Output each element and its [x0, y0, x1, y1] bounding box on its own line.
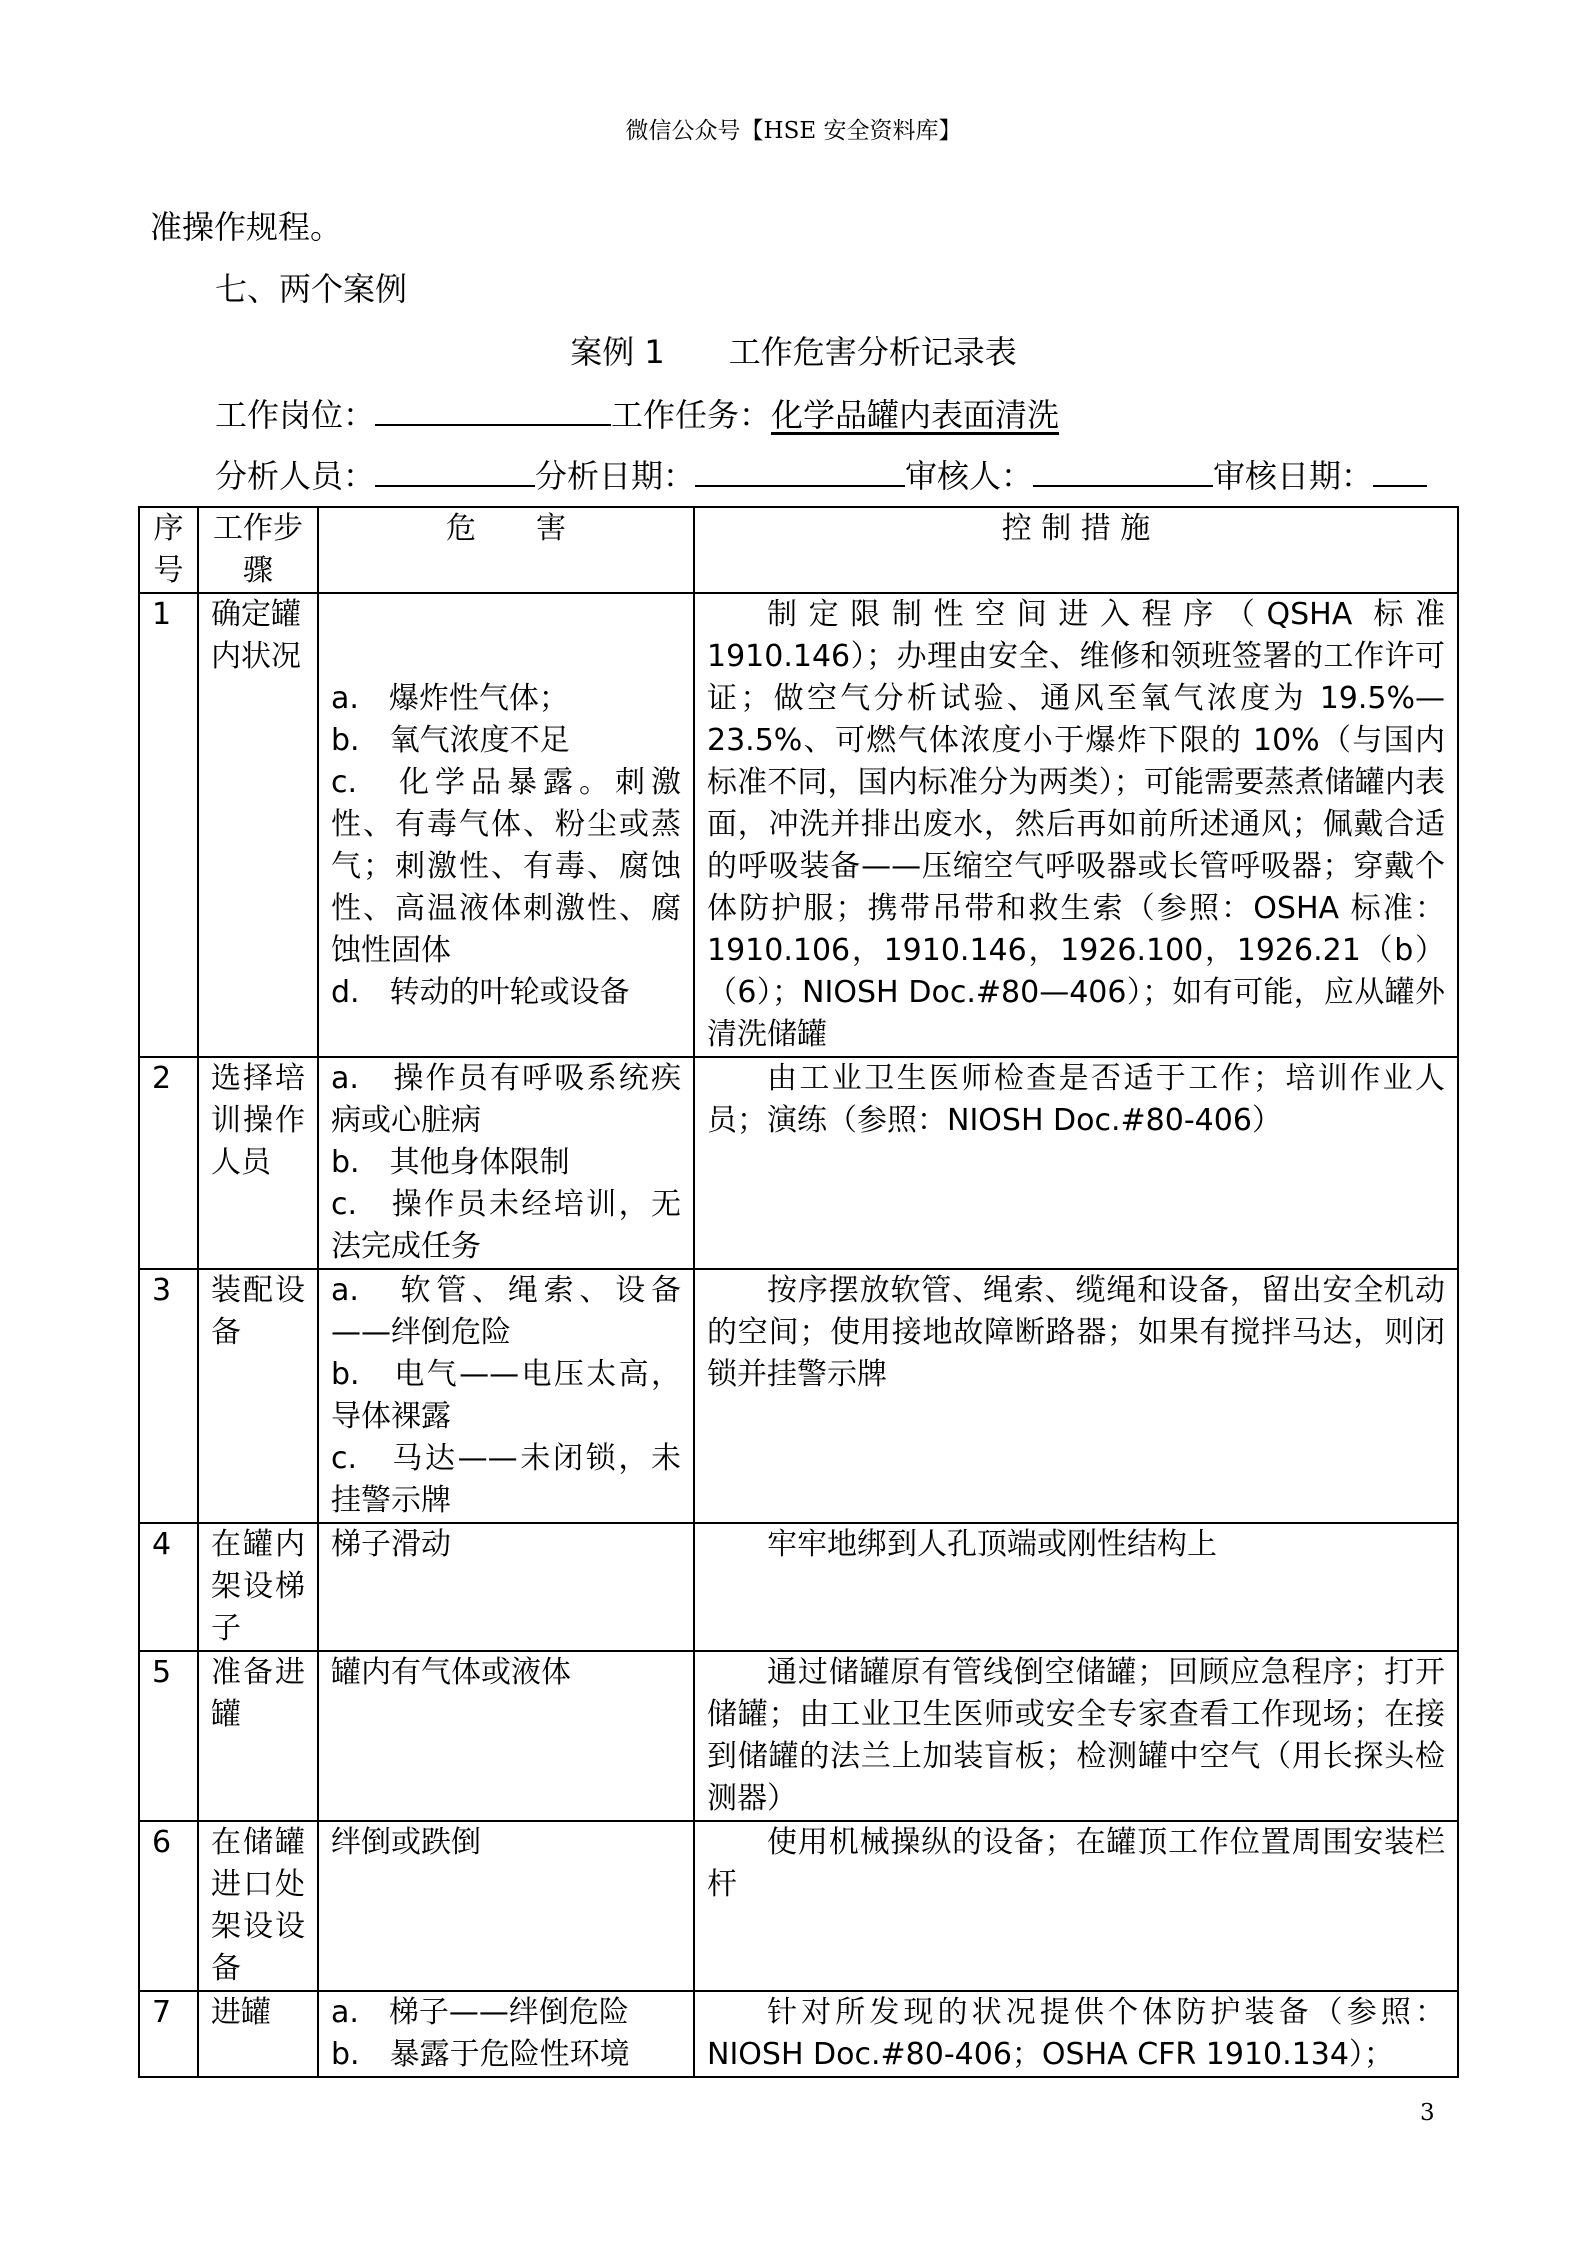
table-row: [139, 1269, 1458, 1523]
row-control: 牢牢地绑到人孔顶端或刚性结构上: [694, 1523, 1458, 1651]
row-num: 4: [139, 1523, 198, 1651]
hazard-item: 绊倒或跌倒: [331, 1825, 481, 1860]
job-position-label: 工作岗位：: [215, 396, 376, 434]
row-hazards: [318, 1523, 694, 1651]
analysis-date-blank[interactable]: [695, 455, 905, 487]
table-row: [139, 1057, 1458, 1269]
table-row: [139, 1991, 1458, 2077]
row-step: 装配设备: [198, 1269, 318, 1523]
row-control: 制定限制性空间进入程序（QSHA 标准 1910.146）；办理由安全、维修和领班签署的工作许可证；做空气分析试验、通风至氧气浓度为 19.5%—23.5%、可燃气体浓度小于爆炸下限的 10%（与国内标准不同，国内标准分为两类）；可能需要蒸煮储罐内表面，冲洗并排出废水，然后再如前所述通风；佩戴合适的呼吸装备——压缩空气呼吸器或长管呼吸器；穿戴个体防护服；携带吊带和救生索（参照：OSHA 标准：1910.106，1910.146，1926.100，1926.21（b）（6）；NIOSH Doc.#80—406）；如有可能，应从罐外清洗储罐: [694, 593, 1458, 1057]
hazard-item: a. 操作员有呼吸系统疾病或心脏病: [331, 1061, 681, 1138]
table-row: [139, 593, 1458, 1057]
form-row-review: [215, 451, 1427, 497]
form-row-job: [215, 390, 1059, 436]
case-title-text: 案例 1 工作危害分析记录表: [570, 333, 1017, 371]
table-row: [139, 1651, 1458, 1821]
row-step: 在储罐进口处架设设备: [198, 1821, 318, 1991]
row-control: 针对所发现的状况提供个体防护装备（参照：NIOSH Doc.#80-406；OSHA CFR 1910.134）；: [694, 1991, 1458, 2077]
hazard-item: c. 马达——未闭锁，未挂警示牌: [331, 1441, 681, 1518]
analyst-label: 分析人员：: [215, 457, 376, 495]
row-num: 3: [139, 1269, 198, 1523]
page-header: 微信公众号【HSE 安全资料库】: [625, 118, 962, 144]
row-control: 由工业卫生医师检查是否适于工作；培训作业人员；演练（参照：NIOSH Doc.#80-406）: [694, 1057, 1458, 1269]
header-step-line: 工作步: [213, 511, 303, 546]
header-num: [139, 507, 198, 593]
header-num-line: 序: [153, 511, 184, 546]
row-num: 7: [139, 1991, 198, 2077]
hazard-item: b. 暴露于危险性环境: [331, 2037, 630, 2072]
review-date-label: 审核日期：: [1213, 457, 1374, 495]
row-num: 6: [139, 1821, 198, 1991]
row-control: 按序摆放软管、绳索、缆绳和设备，留出安全机动的空间；使用接地故障断路器；如果有搅拌马达，则闭锁并挂警示牌: [694, 1269, 1458, 1523]
analyst-blank[interactable]: [375, 455, 535, 487]
row-step: 在罐内架设梯子: [198, 1523, 318, 1651]
intro-text: 准操作规程。: [150, 208, 343, 246]
hazard-item: a. 爆炸性气体；: [331, 681, 569, 716]
hazard-item: b. 其他身体限制: [331, 1145, 570, 1180]
row-step: 准备进罐: [198, 1651, 318, 1821]
header-control: 控 制 措 施: [694, 507, 1458, 593]
header-step: [198, 507, 318, 593]
hazard-item: d. 转动的叶轮或设备: [331, 975, 630, 1010]
header-step-line: 骤: [243, 553, 273, 588]
section-title: 七、两个案例: [215, 270, 408, 308]
hazard-item: c. 操作员未经培训，无法完成任务: [331, 1187, 681, 1264]
review-date-blank[interactable]: [1373, 455, 1427, 487]
header-hazard: 危 害: [318, 507, 694, 593]
table-row: [139, 1523, 1458, 1651]
case-title: [0, 327, 1587, 373]
row-control: 通过储罐原有管线倒空储罐；回顾应急程序；打开储罐；由工业卫生医师或安全专家查看工作现场；在接到储罐的法兰上加装盲板；检测罐中空气（用长探头检测器）: [694, 1651, 1458, 1821]
row-step: 选择培训操作人员: [198, 1057, 318, 1269]
job-task-label: 工作任务：: [611, 396, 772, 434]
job-position-blank[interactable]: [375, 394, 611, 426]
table-header-row: [139, 507, 1458, 593]
row-control: 使用机械操纵的设备；在罐顶工作位置周围安装栏杆: [694, 1821, 1458, 1991]
row-step: 确定罐内状况: [198, 593, 318, 1057]
row-hazards: [318, 1991, 694, 2077]
hazard-item: c. 化学品暴露。刺激性、有毒气体、粉尘或蒸气；刺激性、有毒、腐蚀性、高温液体刺激性、腐蚀性固体: [331, 765, 681, 968]
hazard-item: a. 梯子——绊倒危险: [331, 1995, 629, 2030]
row-hazards: [318, 1269, 694, 1523]
row-step: 进罐: [198, 1991, 318, 2077]
row-num: 1: [139, 593, 198, 1057]
row-hazards: [318, 1057, 694, 1269]
hazard-item: b. 电气——电压太高，导体裸露: [331, 1357, 681, 1434]
reviewer-blank[interactable]: [1033, 455, 1213, 487]
row-hazards: [318, 593, 694, 1057]
row-hazards: [318, 1651, 694, 1821]
table-row: [139, 1821, 1458, 1991]
hazard-analysis-table: [138, 506, 1459, 2078]
hazard-item: b. 氧气浓度不足: [331, 723, 570, 758]
hazard-item: 梯子滑动: [331, 1527, 451, 1562]
header-num-line: 号: [153, 553, 184, 588]
page-number: 3: [1420, 2100, 1435, 2126]
analysis-date-label: 分析日期：: [535, 457, 696, 495]
hazard-item: 罐内有气体或液体: [331, 1655, 571, 1690]
row-hazards: [318, 1821, 694, 1991]
job-task-value: 化学品罐内表面清洗: [771, 396, 1060, 434]
row-num: 2: [139, 1057, 198, 1269]
row-num: 5: [139, 1651, 198, 1821]
reviewer-label: 审核人：: [905, 457, 1034, 495]
hazard-item: a. 软管、绳索、设备——绊倒危险: [331, 1273, 681, 1350]
